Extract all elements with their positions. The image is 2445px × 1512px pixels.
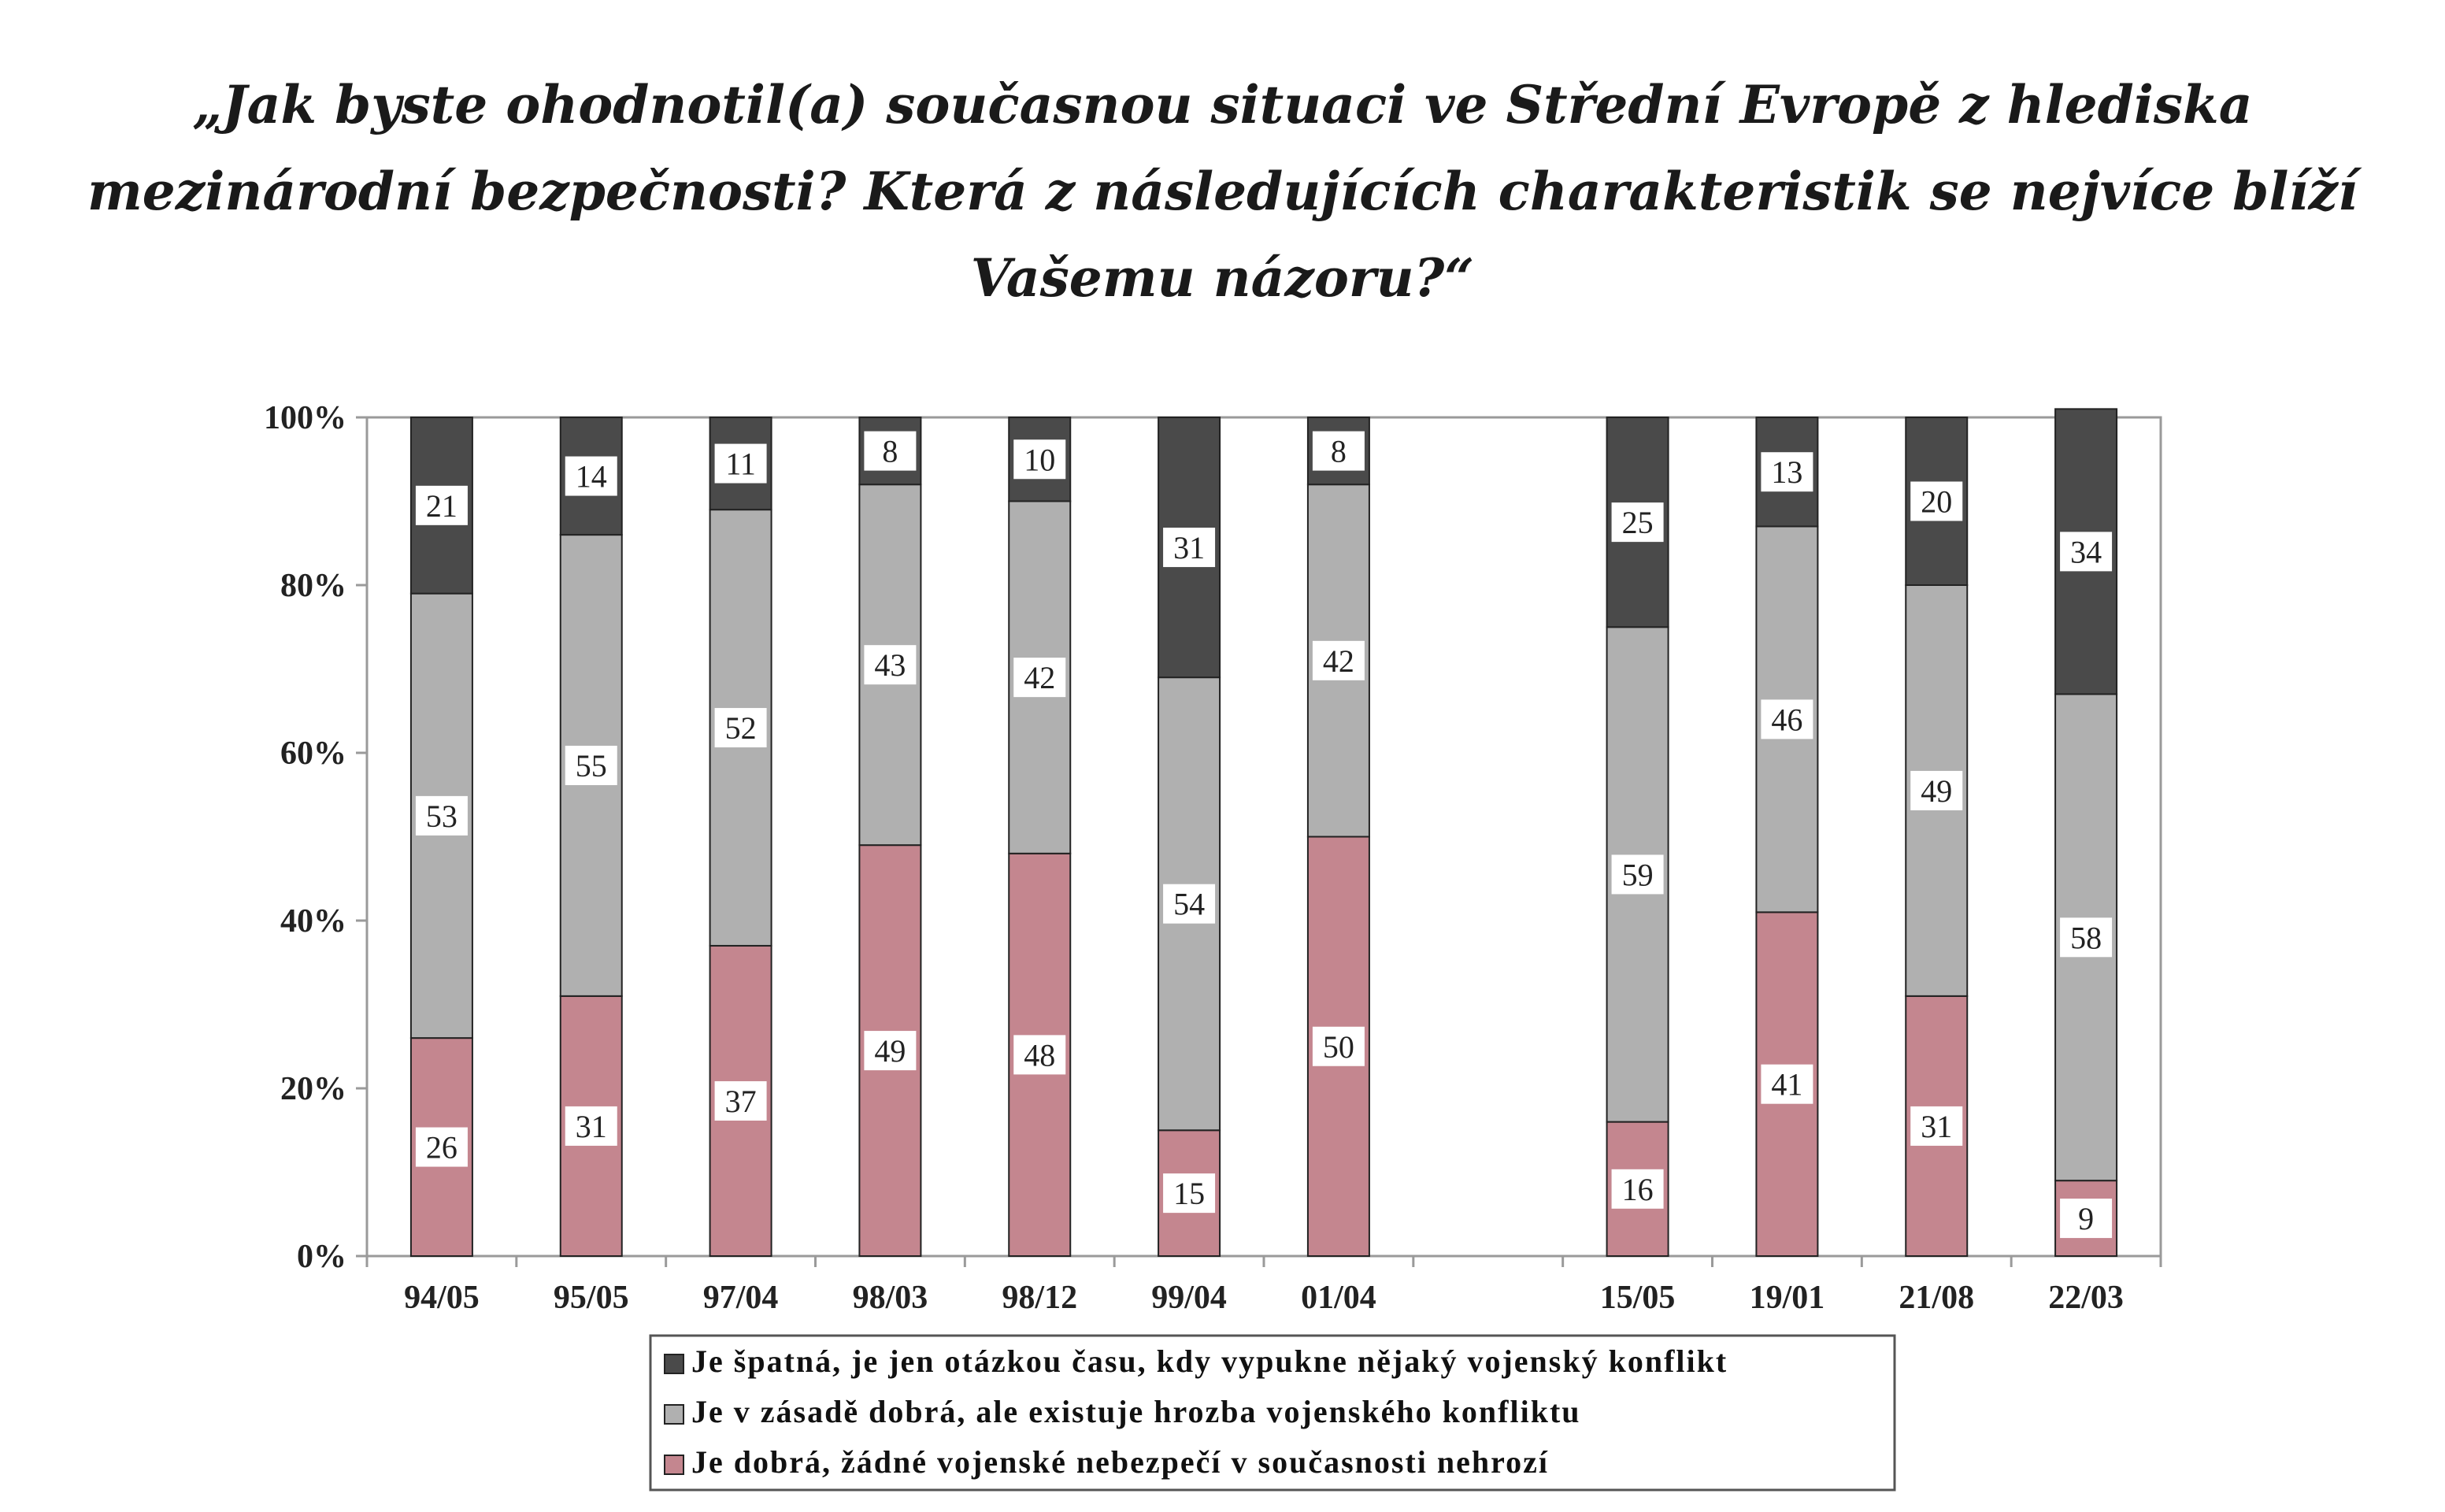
data-label: 13: [1771, 454, 1803, 491]
data-label: 21: [425, 487, 458, 524]
data-label: 42: [1024, 660, 1056, 696]
x-tick-label: 21/08: [1899, 1280, 1975, 1316]
data-label: 26: [425, 1129, 458, 1166]
data-label: 31: [1921, 1108, 1953, 1144]
data-label: 31: [575, 1108, 607, 1144]
data-label: 25: [1621, 505, 1654, 541]
data-label: 46: [1771, 702, 1803, 738]
y-tick-label: 0%: [297, 1239, 346, 1275]
data-label: 10: [1024, 442, 1056, 478]
plot-frame: [367, 417, 2161, 1256]
legend-label: Je dobrá, žádné vojenské nebezpečí v současnosti nehrozí: [691, 1444, 1550, 1480]
data-label: 16: [1621, 1171, 1654, 1207]
bars: [411, 409, 2117, 1256]
data-label: 31: [1173, 530, 1206, 566]
legend-label: Je špatná, je jen otázkou času, kdy vypukne nějaký vojenský konflikt: [691, 1343, 1728, 1379]
legend-label: Je v zásadě dobrá, ale existuje hrozba vojenského konfliktu: [691, 1394, 1581, 1429]
data-label: 54: [1173, 886, 1206, 922]
x-tick-label: 98/12: [1002, 1280, 1078, 1316]
y-tick-label: 40%: [280, 903, 346, 939]
data-label: 49: [874, 1033, 906, 1069]
data-label: 48: [1024, 1037, 1056, 1073]
x-tick-label: 97/04: [702, 1280, 779, 1316]
data-label: 8: [1330, 433, 1347, 469]
legend-swatch: [665, 1354, 683, 1373]
x-tick-label: 15/05: [1599, 1280, 1676, 1316]
x-tick-label: 98/03: [852, 1280, 928, 1316]
legend-swatch: [665, 1455, 683, 1474]
data-label: 43: [874, 647, 906, 684]
data-label: 52: [724, 710, 757, 747]
x-tick-label: 99/04: [1151, 1280, 1227, 1316]
plot-area: [367, 417, 2161, 1256]
y-tick-label: 80%: [280, 568, 346, 604]
data-label: 15: [1173, 1176, 1206, 1212]
data-label: 41: [1771, 1066, 1803, 1102]
legend: [650, 1336, 1895, 1490]
data-label: 34: [2070, 534, 2102, 570]
data-label: 11: [725, 446, 756, 482]
data-label: 20: [1921, 484, 1953, 520]
data-label: 58: [2070, 920, 2102, 956]
data-labels: [416, 432, 2112, 1238]
x-tick-label: 01/04: [1301, 1280, 1376, 1316]
data-label: 55: [575, 747, 607, 784]
data-label: 8: [882, 433, 898, 469]
x-tick-label: 95/05: [553, 1280, 629, 1316]
data-label: 49: [1921, 773, 1953, 809]
data-label: 59: [1621, 857, 1654, 893]
data-label: 37: [724, 1083, 757, 1119]
x-tick-label: 94/05: [404, 1280, 480, 1316]
y-tick-label: 60%: [280, 736, 346, 772]
legend-swatch: [665, 1405, 683, 1424]
chart-title: „Jak byste ohodnotil(a) současnou situaci ve Střední Evropě z hlediska mezinárodní bezpečnosti? Která z následujících charakteristik se nejvíce blíží Vašemu názoru?“: [87, 74, 2358, 309]
data-label: 42: [1322, 643, 1354, 679]
data-label: 9: [2078, 1201, 2095, 1237]
x-tick-label: 19/01: [1749, 1280, 1825, 1316]
data-label: 53: [425, 798, 458, 834]
data-label: 14: [575, 458, 607, 495]
y-tick-label: 100%: [264, 400, 346, 436]
x-tick-label: 22/03: [2048, 1280, 2124, 1316]
data-label: 50: [1322, 1028, 1354, 1065]
y-tick-label: 20%: [280, 1071, 346, 1107]
